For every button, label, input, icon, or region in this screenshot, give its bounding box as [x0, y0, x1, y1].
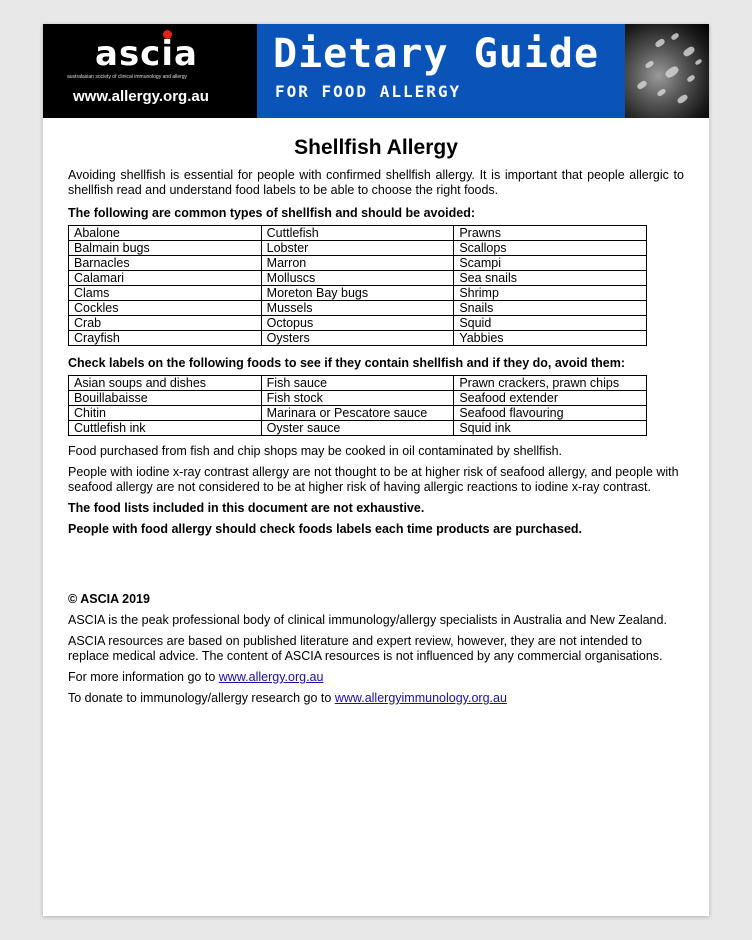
table-cell: Oysters [261, 331, 454, 346]
more-info-text: For more information go to [68, 670, 219, 684]
table-cell: Fish stock [261, 391, 454, 406]
table-cell: Abalone [69, 226, 262, 241]
table-cell: Marinara or Pescatore sauce [261, 406, 454, 421]
logo-tagline: australasian society of clinical immunology and allergy [67, 74, 188, 80]
document-page [43, 24, 709, 916]
check-label-row [69, 406, 647, 421]
not-exhaustive-note: The food lists included in this document are not exhaustive. [68, 501, 425, 515]
check-label-row [69, 376, 647, 391]
table-cell: Chitin [69, 406, 262, 421]
copyright: © ASCIA 2019 [68, 592, 150, 606]
donate-text: To donate to immunology/allergy research go to [68, 691, 335, 705]
table-cell: Molluscs [261, 271, 454, 286]
table-cell: Oyster sauce [261, 421, 454, 436]
table-cell: Asian soups and dishes [69, 376, 262, 391]
table-cell: Yabbies [454, 331, 647, 346]
table-cell: Mussels [261, 301, 454, 316]
fish-chip-note: Food purchased from fish and chip shops may be cooked in oil contaminated by shellfish. [68, 444, 563, 458]
about-ascia: ASCIA is the peak professional body of clinical immunology/allergy specialists in Australia and New Zealand. [68, 613, 667, 627]
shellfish-type-row [69, 271, 647, 286]
shellfish-type-row [69, 256, 647, 271]
table-cell: Shrimp [454, 286, 647, 301]
table-cell: Scampi [454, 256, 647, 271]
logo-url: www.allergy.org.au [73, 88, 209, 105]
table-cell: Marron [261, 256, 454, 271]
table-cell: Cuttlefish ink [69, 421, 262, 436]
shellfish-types-table [68, 225, 647, 346]
table-cell: Cockles [69, 301, 262, 316]
page-title: Shellfish Allergy [294, 136, 458, 159]
table-cell: Barnacles [69, 256, 262, 271]
disclaimer: ASCIA resources are based on published literature and expert review, however, they are not intended to replace medical advice. The content of ASCIA resources is not influenced by any commercial organisations. [68, 634, 663, 663]
shellfish-type-row [69, 286, 647, 301]
logo-wordmark: ascia [95, 34, 198, 74]
table-cell: Bouillabaisse [69, 391, 262, 406]
table-cell: Crayfish [69, 331, 262, 346]
banner-decorative-image [625, 24, 709, 118]
check-label-row [69, 391, 647, 406]
table-cell: Moreton Bay bugs [261, 286, 454, 301]
table-cell: Prawns [454, 226, 647, 241]
table-cell: Fish sauce [261, 376, 454, 391]
allergyimmunology-link[interactable]: www.allergyimmunology.org.au [334, 691, 507, 705]
table-cell: Sea snails [454, 271, 647, 286]
shellfish-type-row [69, 241, 647, 256]
table-cell: Crab [69, 316, 262, 331]
table-cell: Clams [69, 286, 262, 301]
table-cell: Prawn crackers, prawn chips [454, 376, 647, 391]
table-cell: Scallops [454, 241, 647, 256]
table-cell: Squid [454, 316, 647, 331]
iodine-note: People with iodine x-ray contrast allergy are not thought to be at higher risk of seafood allergy, and people with seafood allergy are not considered to be at higher risk of having allergic reactions to iodine x-ray contrast. [68, 465, 679, 494]
header-banner [43, 24, 709, 118]
banner-title-block [257, 24, 625, 118]
ascia-logo-block [43, 24, 257, 118]
banner-title: Dietary Guide [273, 31, 600, 77]
table-cell: Octopus [261, 316, 454, 331]
table-cell: Squid ink [454, 421, 647, 436]
table-cell: Snails [454, 301, 647, 316]
document-body [68, 134, 684, 706]
shellfish-type-row [69, 226, 647, 241]
table-cell: Calamari [69, 271, 262, 286]
types-heading: The following are common types of shellfish and should be avoided: [68, 206, 475, 220]
allergy-link[interactable]: www.allergy.org.au [218, 670, 324, 684]
donate-line [68, 691, 684, 706]
intro-paragraph: Avoiding shellfish is essential for people with confirmed shellfish allergy. It is important that people allergic to shellfish read and understand food labels to be able to choose the right foods. [68, 168, 684, 197]
table-cell: Balmain bugs [69, 241, 262, 256]
check-label-row [69, 421, 647, 436]
more-info-line [68, 670, 684, 685]
check-labels-table [68, 375, 647, 436]
table-cell: Lobster [261, 241, 454, 256]
table-cell: Seafood extender [454, 391, 647, 406]
shellfish-type-row [69, 316, 647, 331]
shellfish-type-row [69, 301, 647, 316]
shellfish-type-row [69, 331, 647, 346]
table-cell: Seafood flavouring [454, 406, 647, 421]
labels-heading: Check labels on the following foods to see if they contain shellfish and if they do, avoid them: [68, 356, 626, 370]
table-cell: Cuttlefish [261, 226, 454, 241]
check-labels-note: People with food allergy should check foods labels each time products are purchased. [68, 522, 583, 536]
banner-subtitle: FOR FOOD ALLERGY [275, 82, 462, 101]
